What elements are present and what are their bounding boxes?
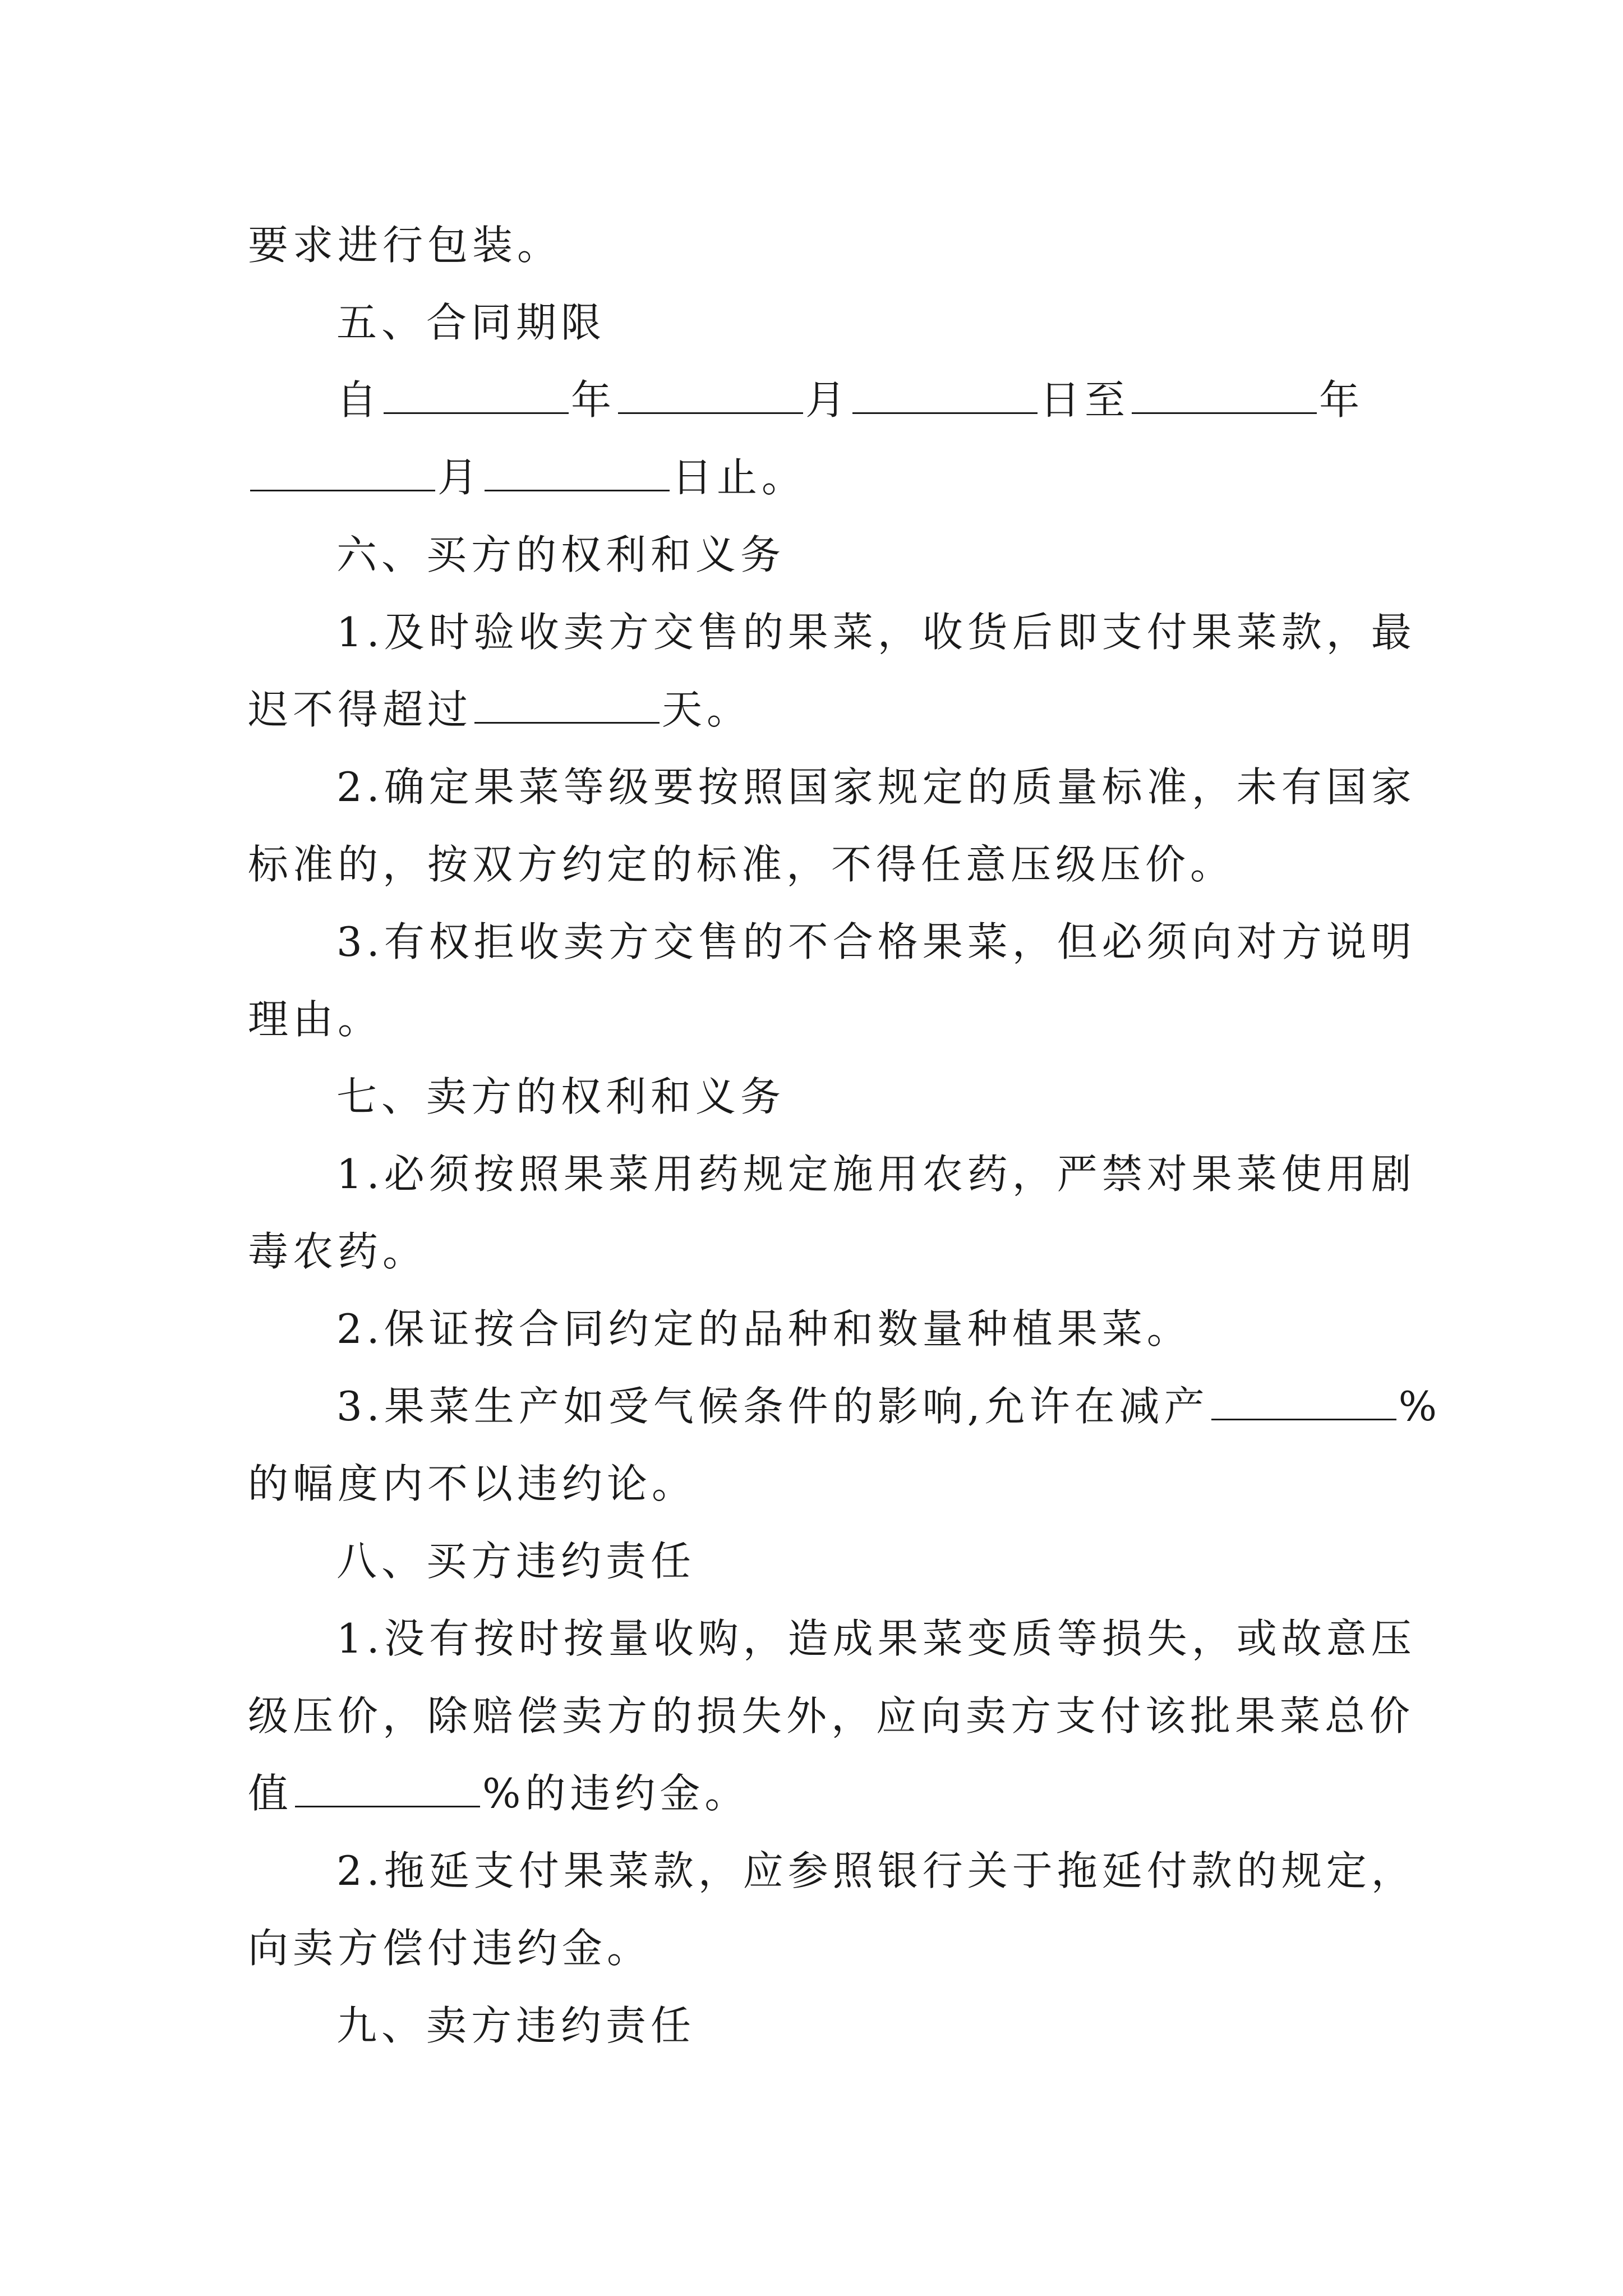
text: 值 [248, 1770, 293, 1817]
blank-field[interactable] [485, 462, 670, 491]
section-heading-8 [248, 1522, 1387, 1600]
text: 3.果菜生产如受气候条件的影响,允许在减产 [336, 1383, 1209, 1430]
clause-6-2-line-2 [248, 826, 1387, 903]
text: 天。 [662, 686, 752, 733]
clause-8-1-line-2 [248, 1677, 1415, 1755]
text: 2.拖延支付果菜款，应参照银行关于拖延付款的规定， [336, 1847, 1416, 1894]
text: 1.必须按照果菜用药规定施用农药，严禁对果菜使用剧 [336, 1151, 1416, 1198]
text: 2.确定果菜等级要按照国家规定的质量标准，未有国家 [336, 763, 1416, 811]
text: %的违约金。 [482, 1770, 750, 1817]
blank-field[interactable] [384, 384, 569, 414]
clause-7-3-line-1 [248, 1368, 1442, 1445]
text: 五、合同期限 [336, 299, 606, 346]
section-heading-5 [248, 284, 1387, 361]
text: 要求进行包装。 [248, 222, 562, 269]
paragraph-continuation [248, 206, 1387, 284]
clause-6-2-line-1 [248, 748, 1416, 826]
clause-7-1-line-2 [248, 1213, 1387, 1290]
text: % [1398, 1383, 1442, 1430]
clause-6-3-line-2 [248, 981, 1387, 1058]
clause-8-2-line-2 [248, 1910, 1387, 1987]
contract-period-line-1 [248, 361, 1387, 439]
text: 向卖方偿付违约金。 [248, 1925, 652, 1972]
text: 六、买方的权利和义务 [336, 531, 786, 578]
text: 3.有权拒收卖方交售的不合格果菜，但必须向对方说明 [336, 918, 1416, 965]
text: 年 [1319, 376, 1364, 424]
clause-6-1-line-1 [248, 593, 1416, 671]
text: 八、买方违约责任 [336, 1538, 696, 1585]
text: 1.及时验收卖方交售的果菜，收货后即支付果菜款，最 [336, 609, 1416, 656]
clause-7-3-line-2 [248, 1445, 1387, 1522]
clause-8-1-line-1 [248, 1600, 1416, 1677]
section-heading-7 [248, 1058, 1387, 1135]
blank-field[interactable] [250, 462, 435, 491]
clause-8-2-line-1 [248, 1832, 1416, 1910]
text: 1.没有按时按量收购，造成果菜变质等损失，或故意压 [336, 1615, 1416, 1662]
clause-7-1-line-1 [248, 1135, 1416, 1213]
clause-6-3-line-1 [248, 903, 1416, 981]
text: 2.保证按合同约定的品种和数量种植果菜。 [336, 1305, 1192, 1352]
text: 标准的，按双方约定的标准，不得任意压级压价。 [248, 841, 1235, 888]
blank-field[interactable] [1132, 384, 1317, 414]
blank-field[interactable] [474, 694, 660, 724]
clause-6-1-line-2 [248, 671, 1387, 748]
text: 月 [437, 454, 483, 501]
blank-field[interactable] [852, 384, 1038, 414]
text: 的幅度内不以违约论。 [248, 1460, 697, 1507]
text: 月 [805, 376, 851, 424]
text: 迟不得超过 [248, 686, 473, 733]
text: 年 [571, 376, 616, 424]
text: 日至 [1040, 376, 1130, 424]
clause-8-1-line-3 [248, 1755, 1387, 1832]
blank-field[interactable] [618, 384, 803, 414]
section-heading-9 [248, 1987, 1387, 2064]
section-heading-6 [248, 516, 1387, 593]
text: 自 [336, 376, 382, 424]
text: 九、卖方违约责任 [336, 2002, 696, 2049]
contract-period-line-2 [248, 439, 1387, 516]
text: 级压价，除赔偿卖方的损失外，应向卖方支付该批果菜总价 [248, 1692, 1415, 1740]
text: 理由。 [248, 996, 383, 1043]
text: 毒农药。 [248, 1228, 428, 1275]
text: 七、卖方的权利和义务 [336, 1073, 786, 1120]
text: 日止。 [672, 454, 807, 501]
clause-7-2 [248, 1290, 1387, 1368]
blank-field[interactable] [295, 1778, 480, 1807]
document-body [248, 206, 1442, 2064]
blank-field[interactable] [1211, 1391, 1396, 1420]
